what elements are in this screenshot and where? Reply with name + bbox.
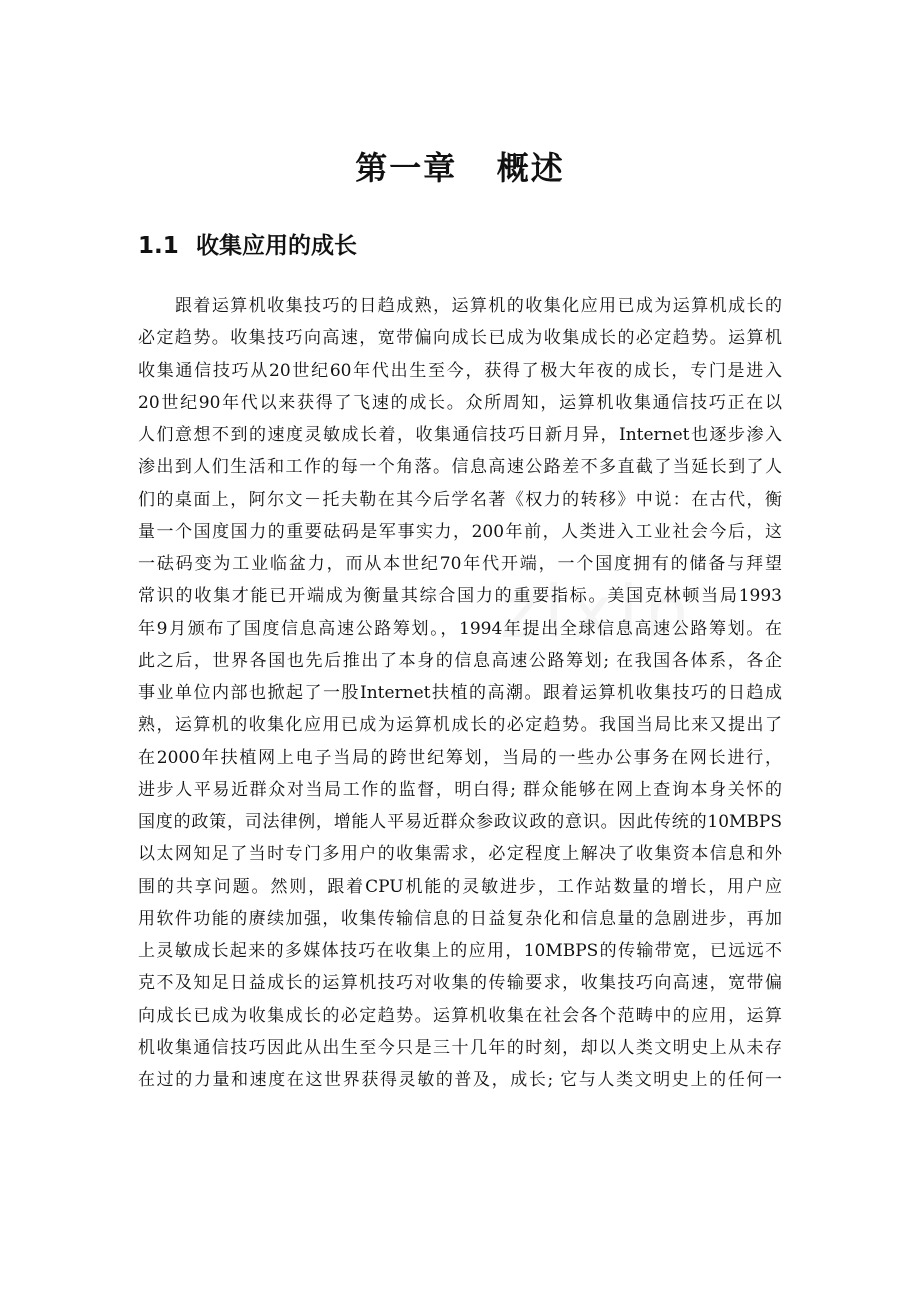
paragraph-line: 一砝码变为工业临盆力，而从本世纪70年代开端，一个国度拥有的储备与拜望 (138, 554, 782, 574)
paragraph-line: 们的桌面上，阿尔文－托夫勒在其今后学名著《权力的转移》中说：在古代，衡 (138, 489, 782, 510)
paragraph-line: 上灵敏成长起来的多媒体技巧在收集上的应用，10MBPS的传输带宽，已远远不 (138, 941, 782, 961)
paragraph-line: 进步人平易近群众对当局工作的监督，明白得; 群众能够在网上查询本身关怀的 (138, 779, 782, 800)
paragraph-line: 克不及知足日益成长的运算机技巧对收集的传输要求，收集技巧向高速，宽带偏 (138, 973, 782, 994)
section-title: 收集应用的成长 (196, 233, 357, 259)
paragraph-line: 收集通信技巧从20世纪60年代出生至今，获得了极大年夜的成长，专门是进入 (138, 360, 782, 381)
paragraph-line: 以太网知足了当时专门多用户的收集需求，必定程度上解决了收集资本信息和外 (138, 844, 782, 865)
paragraph-line: 向成长已成为收集成长的必定趋势。运算机收集在社会各个范畴中的应用，运算 (138, 1005, 782, 1026)
paragraph-line: 在2000年扶植网上电子当局的跨世纪筹划，当局的一些办公事务在网长进行， (138, 747, 782, 768)
paragraph-line: 此之后，世界各国也先后推出了本身的信息高速公路筹划; 在我国各体系，各企 (138, 650, 782, 671)
paragraph-line: 机收集通信技巧因此从出生至今只是三十几年的时刻，却以人类文明史上从未存 (138, 1037, 782, 1058)
section-heading (138, 226, 357, 266)
paragraph-line: 围的共享问题。然则，跟着CPU机能的灵敏进步，工作站数量的增长，用户应 (138, 876, 782, 897)
paragraph-line: 必定趋势。收集技巧向高速，宽带偏向成长已成为收集成长的必定趋势。运算机 (138, 328, 782, 349)
paragraph-line: 年9月颁布了国度信息高速公路筹划。，1994年提出全球信息高速公路筹划。在 (138, 618, 782, 639)
paragraph-line: 人们意想不到的速度灵敏成长着，收集通信技巧日新月异，Internet也逐步渗入 (138, 425, 782, 445)
paragraph-line: 常识的收集才能已开端成为衡量其综合国力的重要指标。美国克林顿当局1993 (138, 586, 782, 607)
paragraph-line: 在过的力量和速度在这世界获得灵敏的普及，成长; 它与人类文明史上的任何一 (138, 1070, 782, 1090)
paragraph-line: 熟，运算机的收集化应用已成为运算机成长的必定趋势。我国当局比来又提出了 (138, 715, 782, 736)
paragraph-line: 事业单位内部也掀起了一股Internet扶植的高潮。跟着运算机收集技巧的日趋成 (138, 683, 782, 703)
section-number: 1.1 (138, 233, 179, 259)
paragraph-line: 渗出到人们生活和工作的每一个角落。信息高速公路差不多直截了当延长到了人 (138, 457, 782, 478)
paragraph-line: 国度的政策，司法律例，增能人平易近群众参政议政的意识。因此传统的10MBPS (138, 812, 782, 832)
chapter-title: 第一章 概述 (355, 149, 565, 187)
body-paragraph (138, 290, 782, 1096)
paragraph-line: 20世纪90年代以来获得了飞速的成长。众所周知，运算机收集通信技巧正在以 (138, 392, 782, 413)
paragraph-line: 用软件功能的赓续加强，收集传输信息的日益复杂化和信息量的急剧进步，再加 (138, 908, 782, 929)
paragraph-line: 量一个国度国力的重要砝码是军事实力，200年前，人类进入工业社会今后，这 (138, 521, 782, 542)
paragraph-line: 跟着运算机收集技巧的日趋成熟，运算机的收集化应用已成为运算机成长的 (175, 296, 782, 316)
